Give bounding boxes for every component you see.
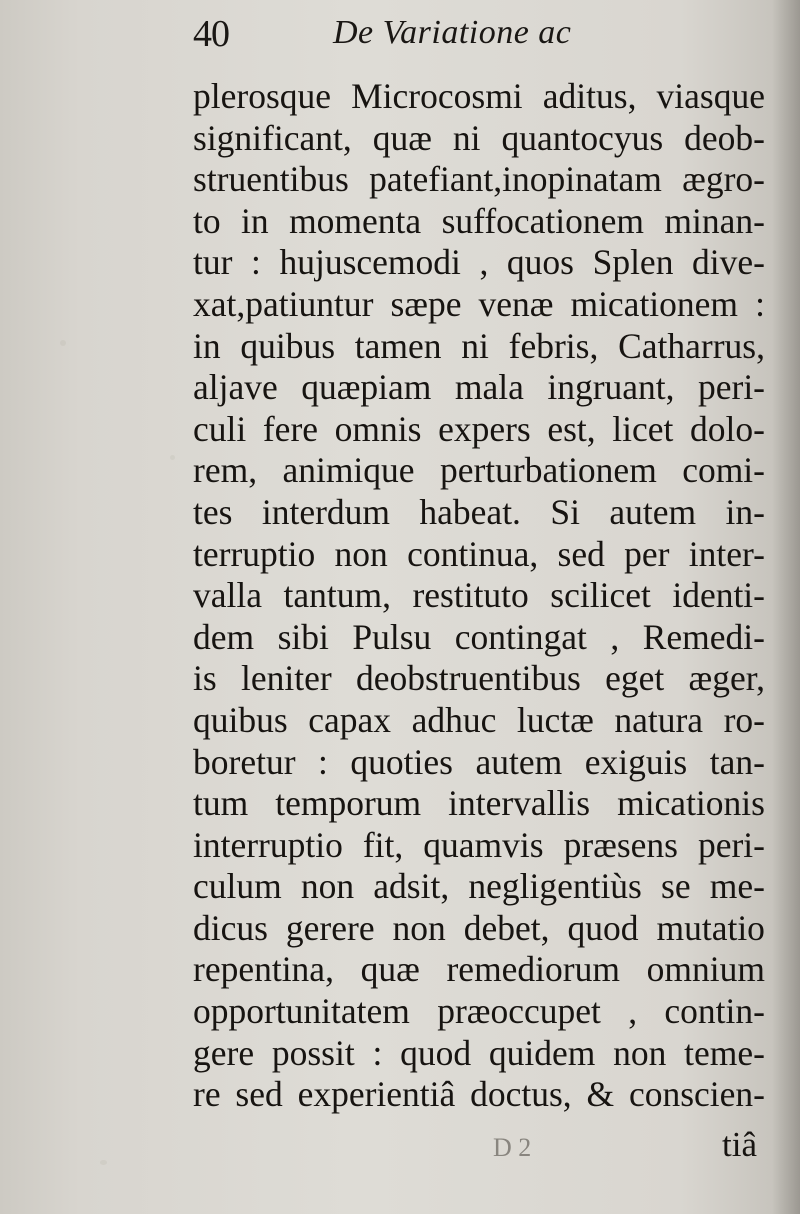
text-line: valla tantum, restituto scilicet identi- [193,575,765,616]
text-line: re sed experientiâ doctus, & conscien- [193,1074,765,1115]
text-line: plerosque Microcosmi aditus, viasque [193,76,765,116]
text-line: interruptio fit, quamvis præsens peri- [193,824,765,865]
paper-speck [60,340,66,346]
text-line: to in momenta suffocationem minan- [193,200,765,241]
text-line: terruptio non continua, sed per inter- [193,533,765,574]
text-line: tur : hujuscemodi , quos Splen dive- [193,242,765,283]
page-gutter-shadow [772,0,800,1214]
paper-speck [170,455,175,460]
text-line: tes interdum habeat. Si autem in- [193,491,765,532]
paper-speck [100,1160,107,1165]
text-line: boretur : quoties autem exiguis tan- [193,741,765,782]
text-line: aljave quæpiam mala ingruant, peri- [193,367,765,408]
text-line: rem, animique perturbationem comi- [193,450,765,491]
text-line: tum temporum intervallis micationis [193,783,765,824]
text-line: significant, quæ ni quantocyus deob- [193,117,765,158]
page-number: 40 [193,13,229,55]
text-line: culum non adsit, negligentiùs se me- [193,866,765,907]
text-line: dicus gerere non debet, quod mutatio [193,907,765,948]
text-line: culi fere omnis expers est, licet dolo- [193,408,765,449]
signature-mark: D 2 [493,1133,532,1162]
text-line: xat,patiuntur sæpe venæ micationem : [193,283,765,324]
text-line: quibus capax adhuc luctæ natura ro- [193,699,765,740]
text-line: in quibus tamen ni febris, Catharrus, [193,325,765,366]
catchword: tiâ [722,1125,757,1164]
text-line: opportunitatem præoccupet , contin- [193,991,765,1032]
text-line: is leniter deobstruentibus eget æger, [193,658,765,699]
running-head: De Variatione ac [333,14,572,51]
text-line: gere possit : quod quidem non teme- [193,1032,765,1073]
page-footer [193,1125,765,1169]
body-text [193,76,765,1116]
text-line: struentibus patefiant,inopinatam ægro- [193,159,765,200]
text-line: dem sibi Pulsu contingat , Remedi- [193,616,765,657]
page-header [193,10,633,60]
text-line: repentina, quæ remediorum omnium [193,949,765,990]
